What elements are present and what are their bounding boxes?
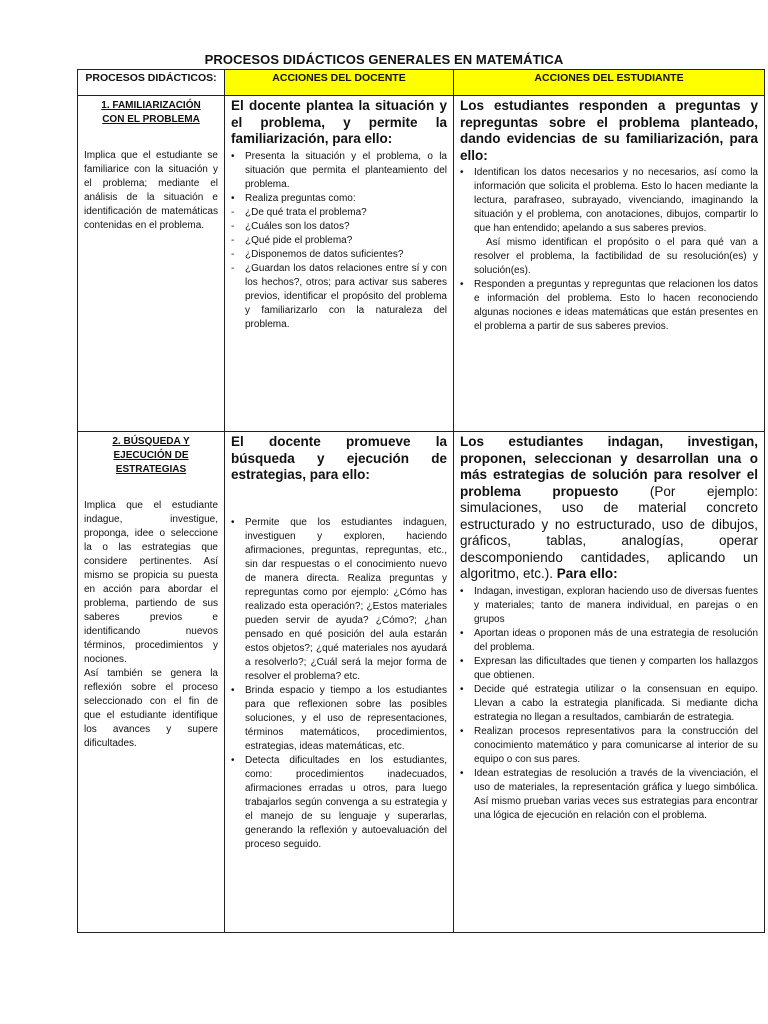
student-heading-text: Los estudiantes indagan, investigan, proponen, seleccionan y desarrollan una o más estrategias de solución para resolver el problema propuesto xyxy=(460,434,758,499)
document-title: PROCESOS DIDÁCTICOS GENERALES EN MATEMÁTICA xyxy=(204,52,564,67)
list-item xyxy=(231,234,447,248)
list-item-text: Realizan procesos representativos para la construcción del conocimiento matemático y para comunicarse al interior de su equipo o con sus pares. xyxy=(474,725,758,765)
header-docente: ACCIONES DEL DOCENTE xyxy=(225,70,454,96)
student-heading-tail: Para ello: xyxy=(556,566,618,581)
table-header-row xyxy=(78,70,765,96)
phase-cell xyxy=(78,96,225,432)
teacher-cell xyxy=(225,432,454,933)
list-item xyxy=(231,220,447,234)
dash-marker: - xyxy=(231,206,235,218)
teacher-cell xyxy=(225,96,454,432)
list-item-text: ¿Cuáles son los datos? xyxy=(245,220,350,232)
bullet-marker: • xyxy=(231,150,235,162)
list-item-text: ¿Qué pide el problema? xyxy=(245,234,353,246)
student-actions-list xyxy=(460,585,758,823)
list-item xyxy=(460,767,758,823)
teacher-heading: El docente promueve la búsqueda y ejecución de estrategias, para ello: xyxy=(231,434,447,482)
list-item-text: Permite que los estudiantes indaguen, investiguen y exploren, haciendo afirmaciones, preguntas, repreguntas, etc., sin dar respuestas o el conocimiento nuevo de manera directa. Realiza preguntas y repreguntas como por ejemplo: ¿Cómo has realizado esta operación?; ¿Estos materiales pueden servir de ayuda? ¿Cómo?; ¿han pensado en qué posición del aula estarán estos objetos?; ¿qué materiales nos ayudará a resolverlo?; ¿Cuál será la mejor forma de resolver el problema? etc. xyxy=(245,516,447,682)
list-item-text: Realiza preguntas como: xyxy=(245,192,356,204)
spacer xyxy=(231,486,447,516)
student-heading-note: (Por ejemplo: simulaciones, uso de material concreto estructurado y no estructurado, uso de dibujos, gráficos, tablas, analogías, operar descomponiendo cantidades, aplicando un algoritmo, etc.). xyxy=(460,483,758,581)
list-item-text: Así mismo identifican el propósito o el para qué van a resolver el problema, la factibilidad de su resolución(es) y solución(es). xyxy=(474,237,758,276)
table-row xyxy=(78,96,765,432)
list-item-text: Identifican los datos necesarios y no necesarios, así como la información que solicita el problema. Esto lo hacen mediante la lectura, parafraseo, subrayado, vivenciando, imaginando la situación y el problema, con anotaciones, dibujos, compartir lo que han entendido; apelando a sus saberes previos. xyxy=(474,167,758,234)
list-item xyxy=(460,655,758,683)
phase-description-text: Implica que el estudiante indague, investigue, proponga, idee o seleccione la o las estrategias que considere pertinentes. Así mismo se propicia su puesta en acción para abordar el problema, partiendo de sus saberes previos e identificando nuevos términos, procedimientos y nociones. xyxy=(84,500,218,665)
bullet-marker: • xyxy=(231,192,235,204)
teacher-heading: El docente plantea la situación y el problema, y permite la familiarización, para ello: xyxy=(231,98,447,146)
student-cell xyxy=(454,96,765,432)
list-item xyxy=(231,684,447,754)
list-item xyxy=(460,627,758,655)
list-item xyxy=(231,248,447,262)
table-row xyxy=(78,432,765,933)
student-actions-list xyxy=(460,166,758,334)
list-item xyxy=(460,278,758,334)
dash-marker: - xyxy=(231,220,235,232)
phase-description-text: Así también se genera la reflexión sobre el proceso seleccionado con el fin de que el estudiante identifique los avances y supere dificultades. xyxy=(84,668,218,749)
list-item xyxy=(460,683,758,725)
list-item xyxy=(231,516,447,684)
list-item-text: ¿Disponemos de datos suficientes? xyxy=(245,248,404,260)
list-item-text: Aportan ideas o proponen más de una estrategia de resolución del problema. xyxy=(474,627,758,653)
dash-marker: - xyxy=(231,262,235,274)
list-item xyxy=(231,206,447,220)
list-item xyxy=(460,725,758,767)
phase-title: 1. FAMILIARIZACIÓN CON EL PROBLEMA xyxy=(101,100,201,125)
list-item xyxy=(460,166,758,278)
list-item-text: Indagan, investigan, exploran haciendo uso de diversas fuentes y materiales; tanto de manera individual, en parejas o en grupos xyxy=(474,585,758,625)
list-item xyxy=(231,192,447,206)
bullet-marker: • xyxy=(460,655,464,667)
list-item-text: Expresan las dificultades que tienen y comparten los hallazgos que obtienen. xyxy=(474,655,758,681)
list-item-text: Brinda espacio y tiempo a los estudiantes para que reflexionen sobre las posibles soluciones, y el uso de representaciones, términos matemáticos, procedimientos, estrategias, ideas matemáticas, etc. xyxy=(245,684,447,752)
student-heading xyxy=(460,434,758,583)
bullet-marker: • xyxy=(460,167,464,178)
list-item-text: ¿Guardan los datos relaciones entre sí y con los hechos?, otros; para activar sus saberes previos, identificar el propósito del problema y familiarizarlo con la naturaleza del problema. xyxy=(245,262,447,330)
phase-description xyxy=(84,499,218,751)
list-item xyxy=(231,262,447,332)
teacher-actions-list xyxy=(231,150,447,332)
student-heading: Los estudiantes responden a preguntas y repreguntas sobre el problema planteado, dando evidencias de su familiarización, para ello: xyxy=(460,98,758,163)
list-item-text: Detecta dificultades en los estudiantes, como: procedimientos inadecuados, afirmaciones erradas u otros, para luego trabajarlos según convenga a su estrategia y el manejo de su lenguaje y superarlas, generando la reflexión y autoevaluación del proceso seguido. xyxy=(245,754,447,850)
header-estudiante: ACCIONES DEL ESTUDIANTE xyxy=(454,70,765,96)
list-item-text: Decide qué estrategia utilizar o la consensuan en equipo. Llevan a cabo la estrategia planificada. Si mediante dicha estrategia no llegan a resultados, cambiarán de estrategia. xyxy=(474,683,758,723)
phase-description-text: Implica que el estudiante se familiarice con la situación y el problema; mediante el análisis de la situación e identificación de matemáticas contenidas en el problema. xyxy=(84,150,218,231)
bullet-marker: • xyxy=(460,683,464,695)
dash-marker: - xyxy=(231,234,235,246)
bullet-marker: • xyxy=(460,585,464,597)
teacher-actions-list xyxy=(231,516,447,852)
list-item-text: Idean estrategias de resolución a través de la vivenciación, el uso de materiales, la representación gráfica y luego simbólica. Así mismo prueban varias veces sus estrategias para encontrar una lógica de ejecución en relación con el problema. xyxy=(474,767,758,821)
list-item-text: Presenta la situación y el problema, o la situación que permita el planteamiento del problema. xyxy=(245,150,447,190)
bullet-marker: • xyxy=(460,725,464,737)
bullet-marker: • xyxy=(231,754,235,766)
phase-cell xyxy=(78,432,225,933)
list-item-text: ¿De qué trata el problema? xyxy=(245,206,367,218)
bullet-marker: • xyxy=(231,684,235,696)
phase-title: 2. BÚSQUEDA Y EJECUCIÓN DE ESTRATEGIAS xyxy=(112,436,190,475)
list-item xyxy=(231,754,447,852)
list-item xyxy=(460,585,758,627)
student-cell xyxy=(454,432,765,933)
bullet-marker: • xyxy=(460,279,464,290)
dash-marker: - xyxy=(231,248,235,260)
list-item xyxy=(231,150,447,192)
phase-description xyxy=(84,149,218,233)
bullet-marker: • xyxy=(231,516,235,528)
header-procesos: PROCESOS DIDÁCTICOS: xyxy=(78,70,225,96)
list-item-text: Responden a preguntas y repreguntas que relacionen los datos e información del problema. Esto lo hacen reconociendo algunas nociones e ideas matemáticas que están presentes en el problema a partir de sus saberes previos. xyxy=(474,279,758,332)
bullet-marker: • xyxy=(460,767,464,779)
bullet-marker: • xyxy=(460,627,464,639)
didactic-processes-table xyxy=(77,69,765,933)
